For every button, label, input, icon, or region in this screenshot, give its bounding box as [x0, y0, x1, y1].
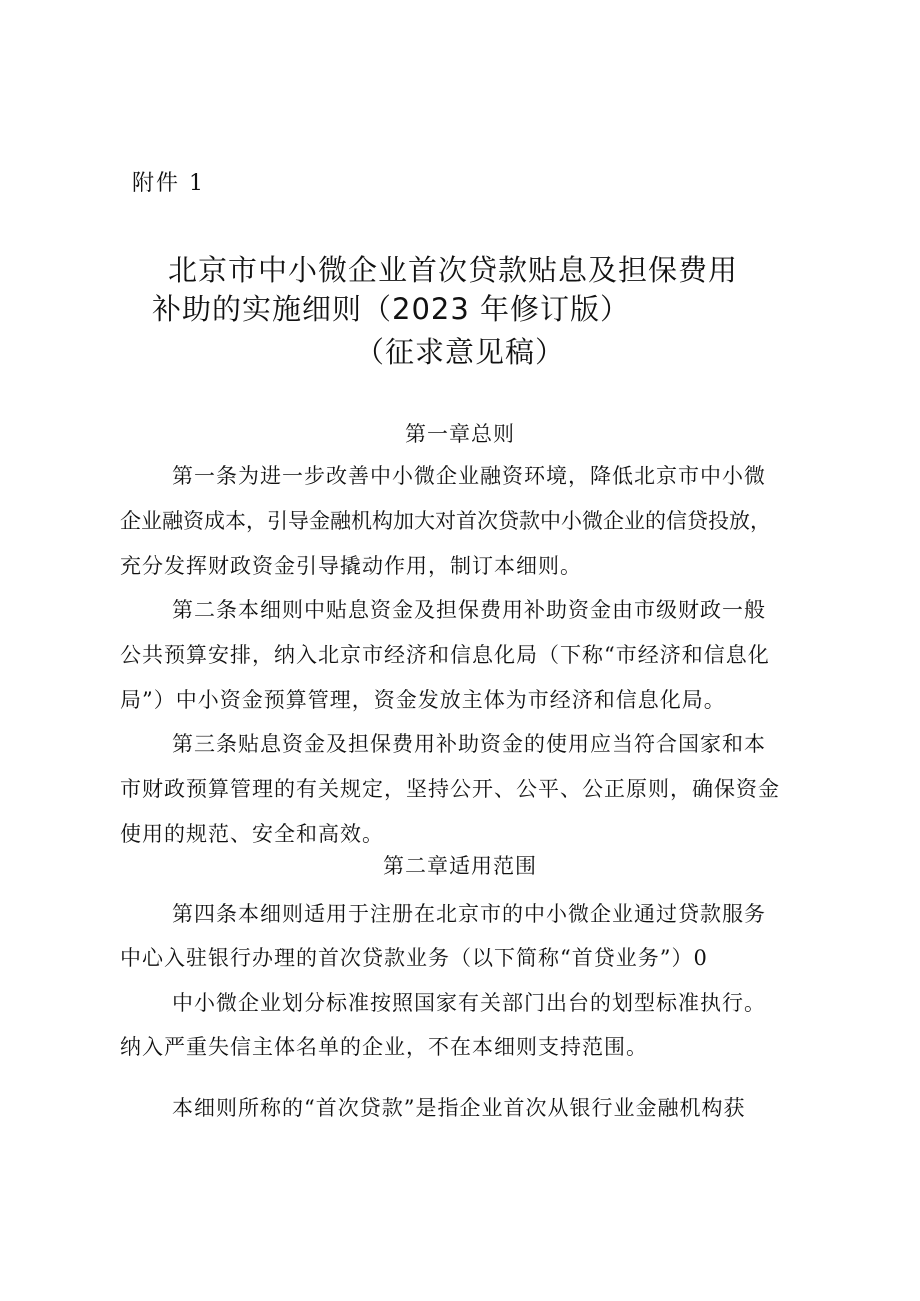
paragraph-line: 公共预算安排，纳入北京市经济和信息化局（下称“市经济和信息化 — [120, 643, 770, 667]
paragraph-line: 局”）中小资金预算管理，资金发放主体为市经济和信息化局。 — [120, 688, 726, 712]
paragraph-line: 第二条本细则中贴息资金及担保费用补助资金由市级财政一般 — [172, 598, 766, 622]
paragraph-line: 纳入严重失信主体名单的企业，不在本细则支持范围。 — [120, 1035, 648, 1059]
paragraph-line: 市财政预算管理的有关规定，坚持公开、公平、公正原则，确保资金 — [120, 777, 780, 801]
paragraph-line: 第四条本细则适用于注册在北京市的中小微企业通过贷款服务 — [172, 902, 766, 926]
paragraph-line: 企业融资成本，引导金融机构加大对首次贷款中小微企业的信贷投放， — [120, 509, 771, 533]
paragraph-line: 中心入驻银行办理的首次贷款业务（以下简称“首贷业务”）0 — [120, 946, 708, 970]
paragraph-line: 充分发挥财政资金引导撬动作用，制订本细则。 — [120, 554, 582, 578]
paragraph-line: 使用的规范、安全和高效。 — [120, 822, 384, 846]
document-title-line-3: （征求意见稿） — [355, 335, 566, 369]
chapter-1-heading: 第一章总则 — [405, 422, 515, 446]
paragraph-line: 中小微企业划分标准按照国家有关部门出台的划型标准执行。 — [172, 991, 766, 1015]
attachment-label: 附件 1 — [132, 171, 205, 196]
document-title-line-2: 补助的实施细则（2023 年修订版） — [152, 292, 631, 326]
document-title-line-1: 北京市中小微企业首次贷款贴息及担保费用 — [168, 253, 739, 287]
paragraph-line: 第一条为进一步改善中小微企业融资环境，降低北京市中小微 — [172, 464, 766, 488]
paragraph-line: 第三条贴息资金及担保费用补助资金的使用应当符合国家和本 — [172, 732, 766, 756]
chapter-2-heading: 第二章适用范围 — [383, 854, 537, 878]
paragraph-line: 本细则所称的“首次贷款”是指企业首次从银行业金融机构获 — [172, 1096, 746, 1120]
